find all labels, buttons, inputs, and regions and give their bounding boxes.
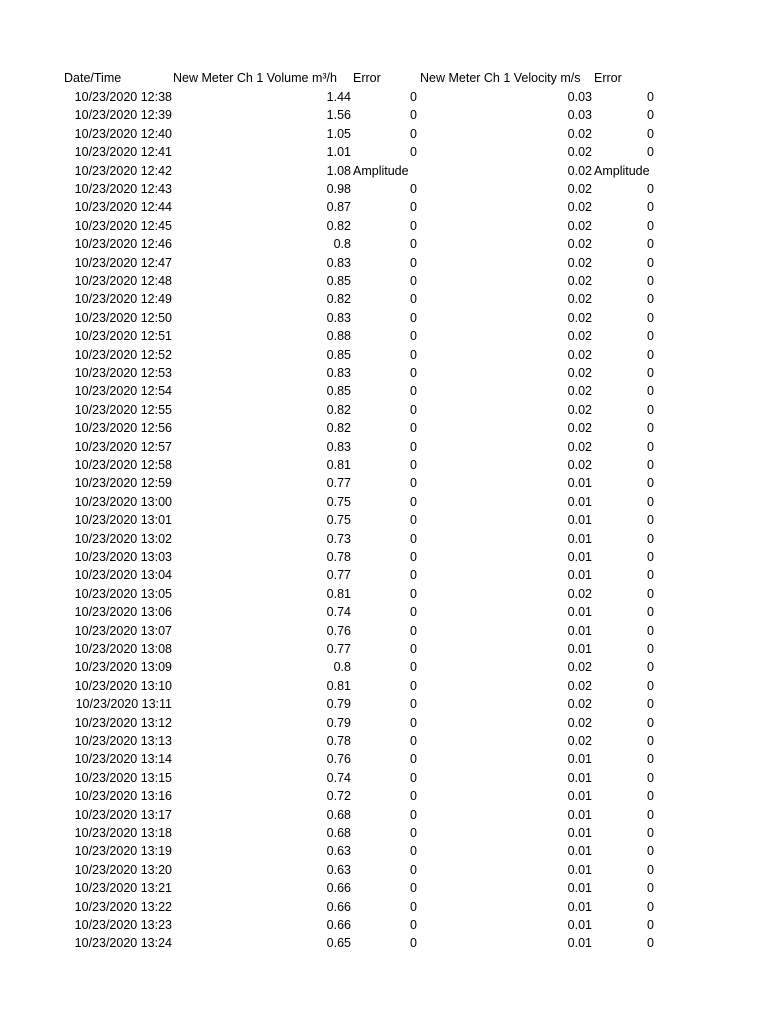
cell-datetime: 10/23/2020 13:24	[74, 936, 172, 951]
cell-error-volume: 0	[410, 274, 417, 288]
cell-error-volume: 0	[410, 310, 417, 325]
table-row	[0, 180, 768, 198]
table-row	[0, 622, 768, 640]
cell-datetime: 10/23/2020 13:07	[74, 623, 172, 638]
table-row	[0, 677, 768, 695]
cell-volume: 0.79	[326, 697, 351, 712]
cell-volume: 0.8	[333, 237, 351, 252]
cell-volume: 0.85	[326, 274, 351, 288]
cell-error-velocity: 0	[647, 458, 654, 472]
cell-error-volume: 0	[410, 752, 417, 767]
cell-volume: 0.76	[326, 623, 351, 638]
cell-velocity: 0.02	[567, 421, 592, 436]
table-row	[0, 603, 768, 621]
cell-velocity: 0.02	[567, 715, 592, 730]
cell-error-velocity: 0	[647, 531, 654, 546]
cell-datetime: 10/23/2020 12:58	[74, 458, 172, 472]
cell-datetime: 10/23/2020 12:51	[74, 329, 172, 344]
table-row	[0, 235, 768, 253]
cell-velocity: 0.01	[567, 789, 592, 804]
header-error-velocity: Error	[594, 71, 622, 85]
cell-error-velocity: 0	[647, 145, 654, 160]
cell-datetime: 10/23/2020 13:19	[74, 844, 172, 859]
cell-error-volume: 0	[410, 697, 417, 712]
table-row	[0, 125, 768, 143]
table-row	[0, 732, 768, 750]
cell-error-volume: 0	[410, 586, 417, 601]
cell-error-velocity: 0	[647, 807, 654, 822]
cell-datetime: 10/23/2020 13:05	[74, 586, 172, 601]
table-row	[0, 162, 768, 180]
cell-velocity: 0.01	[567, 568, 592, 583]
cell-velocity: 0.02	[567, 439, 592, 454]
cell-datetime: 10/23/2020 12:39	[74, 108, 172, 123]
cell-error-velocity: 0	[647, 936, 654, 951]
cell-velocity: 0.02	[567, 163, 592, 178]
cell-datetime: 10/23/2020 13:16	[74, 789, 172, 804]
cell-velocity: 0.02	[567, 200, 592, 215]
table-row	[0, 143, 768, 161]
table-row	[0, 493, 768, 511]
cell-datetime: 10/23/2020 12:43	[74, 182, 172, 196]
cell-datetime: 10/23/2020 12:55	[74, 402, 172, 417]
cell-error-velocity: 0	[647, 826, 654, 840]
cell-error-volume: 0	[410, 255, 417, 270]
cell-volume: 1.44	[326, 90, 351, 104]
cell-error-volume: 0	[410, 715, 417, 730]
table-row	[0, 658, 768, 676]
cell-volume: 0.85	[326, 347, 351, 362]
cell-datetime: 10/23/2020 12:54	[74, 384, 172, 399]
cell-error-volume: 0	[410, 513, 417, 528]
table-row	[0, 934, 768, 952]
cell-datetime: 10/23/2020 13:23	[74, 918, 172, 932]
cell-velocity: 0.02	[567, 310, 592, 325]
cell-error-velocity: 0	[647, 605, 654, 620]
cell-velocity: 0.01	[567, 844, 592, 859]
cell-volume: 0.81	[326, 458, 351, 472]
table-row	[0, 879, 768, 897]
cell-error-volume: Amplitude	[353, 163, 409, 178]
cell-error-volume: 0	[410, 881, 417, 896]
cell-velocity: 0.01	[567, 623, 592, 638]
cell-datetime: 10/23/2020 12:46	[74, 237, 172, 252]
cell-velocity: 0.01	[567, 494, 592, 509]
table-row	[0, 769, 768, 787]
table-row	[0, 382, 768, 400]
cell-velocity: 0.02	[567, 734, 592, 748]
table-row	[0, 327, 768, 345]
cell-error-velocity: 0	[647, 770, 654, 785]
cell-volume: 0.83	[326, 366, 351, 380]
cell-volume: 0.82	[326, 402, 351, 417]
cell-error-velocity: 0	[647, 347, 654, 362]
cell-error-velocity: 0	[647, 310, 654, 325]
cell-datetime: 10/23/2020 13:08	[74, 642, 172, 656]
cell-error-velocity: 0	[647, 421, 654, 436]
cell-volume: 0.68	[326, 807, 351, 822]
cell-error-velocity: 0	[647, 881, 654, 896]
cell-volume: 0.66	[326, 918, 351, 932]
cell-volume: 0.83	[326, 439, 351, 454]
cell-error-velocity: 0	[647, 844, 654, 859]
cell-error-velocity: 0	[647, 126, 654, 141]
cell-datetime: 10/23/2020 12:50	[74, 310, 172, 325]
cell-error-volume: 0	[410, 108, 417, 123]
header-velocity: New Meter Ch 1 Velocity m/s	[420, 71, 581, 85]
cell-error-velocity: 0	[647, 218, 654, 233]
cell-error-volume: 0	[410, 660, 417, 675]
cell-datetime: 10/23/2020 13:12	[74, 715, 172, 730]
cell-datetime: 10/23/2020 12:53	[74, 366, 172, 380]
cell-error-volume: 0	[410, 826, 417, 840]
cell-velocity: 0.02	[567, 660, 592, 675]
cell-velocity: 0.02	[567, 274, 592, 288]
cell-datetime: 10/23/2020 13:17	[74, 807, 172, 822]
cell-datetime: 10/23/2020 13:02	[74, 531, 172, 546]
cell-error-volume: 0	[410, 642, 417, 656]
cell-velocity: 0.01	[567, 531, 592, 546]
cell-error-velocity: 0	[647, 862, 654, 877]
cell-volume: 0.77	[326, 568, 351, 583]
cell-error-velocity: 0	[647, 899, 654, 914]
table-row	[0, 824, 768, 842]
cell-volume: 0.66	[326, 881, 351, 896]
cell-velocity: 0.01	[567, 642, 592, 656]
cell-velocity: 0.01	[567, 807, 592, 822]
cell-error-velocity: 0	[647, 513, 654, 528]
cell-volume: 0.77	[326, 642, 351, 656]
cell-datetime: 10/23/2020 13:22	[74, 899, 172, 914]
cell-datetime: 10/23/2020 12:38	[74, 90, 172, 104]
cell-volume: 0.83	[326, 255, 351, 270]
cell-volume: 1.05	[326, 126, 351, 141]
header-error-volume: Error	[353, 71, 381, 85]
cell-datetime: 10/23/2020 13:15	[74, 770, 172, 785]
cell-volume: 0.79	[326, 715, 351, 730]
cell-velocity: 0.01	[567, 881, 592, 896]
cell-datetime: 10/23/2020 13:14	[74, 752, 172, 767]
table-row	[0, 309, 768, 327]
cell-error-volume: 0	[410, 439, 417, 454]
cell-datetime: 10/23/2020 12:47	[74, 255, 172, 270]
cell-error-volume: 0	[410, 568, 417, 583]
cell-error-volume: 0	[410, 531, 417, 546]
cell-volume: 0.82	[326, 218, 351, 233]
cell-velocity: 0.03	[567, 108, 592, 123]
cell-error-volume: 0	[410, 200, 417, 215]
table-row	[0, 106, 768, 124]
cell-error-velocity: 0	[647, 697, 654, 712]
cell-velocity: 0.01	[567, 862, 592, 877]
cell-error-velocity: 0	[647, 366, 654, 380]
cell-datetime: 10/23/2020 12:41	[74, 145, 172, 160]
cell-datetime: 10/23/2020 13:09	[74, 660, 172, 675]
cell-volume: 0.63	[326, 862, 351, 877]
table-row	[0, 714, 768, 732]
cell-error-volume: 0	[410, 918, 417, 932]
cell-error-velocity: 0	[647, 108, 654, 123]
cell-error-velocity: 0	[647, 476, 654, 491]
table-row	[0, 566, 768, 584]
cell-velocity: 0.01	[567, 476, 592, 491]
table-row	[0, 511, 768, 529]
cell-error-velocity: 0	[647, 586, 654, 601]
cell-volume: 0.8	[333, 660, 351, 675]
cell-error-velocity: 0	[647, 200, 654, 215]
cell-error-volume: 0	[410, 329, 417, 344]
table-row	[0, 548, 768, 566]
cell-error-volume: 0	[410, 182, 417, 196]
cell-velocity: 0.02	[567, 678, 592, 693]
cell-velocity: 0.02	[567, 218, 592, 233]
cell-datetime: 10/23/2020 12:56	[74, 421, 172, 436]
cell-error-velocity: 0	[647, 494, 654, 509]
cell-datetime: 10/23/2020 13:21	[74, 881, 172, 896]
cell-datetime: 10/23/2020 12:48	[74, 274, 172, 288]
cell-error-volume: 0	[410, 218, 417, 233]
table-row	[0, 88, 768, 106]
table-row	[0, 916, 768, 934]
cell-velocity: 0.01	[567, 936, 592, 951]
cell-velocity: 0.03	[567, 90, 592, 104]
cell-datetime: 10/23/2020 13:20	[74, 862, 172, 877]
cell-velocity: 0.02	[567, 586, 592, 601]
table-row	[0, 842, 768, 860]
cell-error-velocity: 0	[647, 568, 654, 583]
cell-datetime: 10/23/2020 12:57	[74, 439, 172, 454]
cell-velocity: 0.02	[567, 366, 592, 380]
cell-datetime: 10/23/2020 13:13	[74, 734, 172, 748]
cell-velocity: 0.01	[567, 752, 592, 767]
cell-volume: 0.76	[326, 752, 351, 767]
table-row	[0, 750, 768, 768]
cell-error-velocity: 0	[647, 550, 654, 564]
cell-error-velocity: 0	[647, 715, 654, 730]
cell-volume: 1.08	[326, 163, 351, 178]
cell-volume: 0.78	[326, 550, 351, 564]
cell-error-volume: 0	[410, 807, 417, 822]
table-row	[0, 438, 768, 456]
cell-error-volume: 0	[410, 458, 417, 472]
cell-volume: 0.68	[326, 826, 351, 840]
cell-datetime: 10/23/2020 12:59	[74, 476, 172, 491]
cell-error-volume: 0	[410, 126, 417, 141]
cell-volume: 0.65	[326, 936, 351, 951]
cell-volume: 1.56	[326, 108, 351, 123]
cell-error-volume: 0	[410, 623, 417, 638]
cell-velocity: 0.02	[567, 126, 592, 141]
cell-datetime: 10/23/2020 12:40	[74, 126, 172, 141]
cell-datetime: 10/23/2020 13:03	[74, 550, 172, 564]
cell-error-velocity: 0	[647, 642, 654, 656]
table-row	[0, 364, 768, 382]
header-row	[0, 69, 768, 87]
table-row	[0, 787, 768, 805]
table-row	[0, 254, 768, 272]
cell-volume: 0.98	[326, 182, 351, 196]
cell-volume: 0.75	[326, 513, 351, 528]
cell-velocity: 0.02	[567, 329, 592, 344]
cell-error-volume: 0	[410, 494, 417, 509]
cell-velocity: 0.02	[567, 182, 592, 196]
cell-error-velocity: 0	[647, 237, 654, 252]
cell-error-velocity: 0	[647, 90, 654, 104]
cell-error-volume: 0	[410, 789, 417, 804]
cell-error-volume: 0	[410, 402, 417, 417]
cell-volume: 0.77	[326, 476, 351, 491]
cell-volume: 0.83	[326, 310, 351, 325]
cell-error-volume: 0	[410, 145, 417, 160]
table-row	[0, 198, 768, 216]
cell-volume: 0.78	[326, 734, 351, 748]
header-volume: New Meter Ch 1 Volume m³/h	[173, 71, 337, 85]
cell-datetime: 10/23/2020 13:01	[74, 513, 172, 528]
cell-velocity: 0.01	[567, 550, 592, 564]
cell-error-volume: 0	[410, 366, 417, 380]
cell-volume: 0.63	[326, 844, 351, 859]
cell-error-velocity: 0	[647, 439, 654, 454]
table-row	[0, 456, 768, 474]
cell-datetime: 10/23/2020 13:04	[74, 568, 172, 583]
table-row	[0, 530, 768, 548]
cell-error-volume: 0	[410, 899, 417, 914]
cell-volume: 0.85	[326, 384, 351, 399]
cell-volume: 0.74	[326, 605, 351, 620]
cell-datetime: 10/23/2020 13:06	[74, 605, 172, 620]
cell-error-velocity: 0	[647, 182, 654, 196]
cell-volume: 0.88	[326, 329, 351, 344]
cell-error-velocity: 0	[647, 274, 654, 288]
cell-error-volume: 0	[410, 844, 417, 859]
cell-error-volume: 0	[410, 678, 417, 693]
table-row	[0, 346, 768, 364]
cell-error-volume: 0	[410, 770, 417, 785]
table-row	[0, 290, 768, 308]
cell-volume: 0.82	[326, 421, 351, 436]
cell-volume: 0.72	[326, 789, 351, 804]
cell-velocity: 0.02	[567, 458, 592, 472]
table-row	[0, 419, 768, 437]
cell-error-velocity: 0	[647, 660, 654, 675]
cell-velocity: 0.02	[567, 255, 592, 270]
table-row	[0, 640, 768, 658]
cell-velocity: 0.01	[567, 605, 592, 620]
table-row	[0, 861, 768, 879]
cell-error-velocity: 0	[647, 918, 654, 932]
cell-velocity: 0.01	[567, 513, 592, 528]
cell-velocity: 0.02	[567, 292, 592, 307]
cell-volume: 0.73	[326, 531, 351, 546]
cell-error-volume: 0	[410, 347, 417, 362]
cell-error-volume: 0	[410, 550, 417, 564]
cell-error-velocity: 0	[647, 623, 654, 638]
cell-error-velocity: 0	[647, 678, 654, 693]
table-row	[0, 401, 768, 419]
cell-error-velocity: 0	[647, 255, 654, 270]
table-row	[0, 217, 768, 235]
cell-datetime: 10/23/2020 13:00	[74, 494, 172, 509]
cell-error-velocity: 0	[647, 384, 654, 399]
cell-datetime: 10/23/2020 12:45	[74, 218, 172, 233]
cell-error-velocity: 0	[647, 734, 654, 748]
cell-error-volume: 0	[410, 292, 417, 307]
cell-error-velocity: 0	[647, 329, 654, 344]
cell-datetime: 10/23/2020 12:44	[74, 200, 172, 215]
cell-velocity: 0.02	[567, 697, 592, 712]
table-row	[0, 474, 768, 492]
cell-velocity: 0.01	[567, 918, 592, 932]
cell-velocity: 0.02	[567, 384, 592, 399]
cell-velocity: 0.02	[567, 347, 592, 362]
cell-volume: 0.82	[326, 292, 351, 307]
table-row	[0, 695, 768, 713]
header-datetime: Date/Time	[64, 71, 122, 85]
cell-error-volume: 0	[410, 862, 417, 877]
cell-error-volume: 0	[410, 384, 417, 399]
cell-volume: 0.74	[326, 770, 351, 785]
cell-error-volume: 0	[410, 605, 417, 620]
table-row	[0, 585, 768, 603]
cell-datetime: 10/23/2020 13:11	[75, 697, 172, 712]
cell-volume: 0.81	[326, 586, 351, 601]
cell-error-velocity: 0	[647, 752, 654, 767]
cell-datetime: 10/23/2020 13:10	[74, 678, 172, 693]
cell-velocity: 0.02	[567, 402, 592, 417]
cell-volume: 0.87	[326, 200, 351, 215]
cell-velocity: 0.01	[567, 770, 592, 785]
table-row	[0, 272, 768, 290]
cell-datetime: 10/23/2020 13:18	[74, 826, 172, 840]
cell-error-velocity: 0	[647, 789, 654, 804]
cell-error-volume: 0	[410, 90, 417, 104]
table-row	[0, 806, 768, 824]
cell-error-volume: 0	[410, 936, 417, 951]
cell-volume: 0.81	[326, 678, 351, 693]
cell-error-volume: 0	[410, 734, 417, 748]
cell-error-volume: 0	[410, 421, 417, 436]
table-row	[0, 898, 768, 916]
cell-datetime: 10/23/2020 12:42	[74, 163, 172, 178]
cell-velocity: 0.02	[567, 237, 592, 252]
cell-error-velocity: Amplitude	[594, 163, 650, 178]
cell-velocity: 0.01	[567, 826, 592, 840]
cell-datetime: 10/23/2020 12:49	[74, 292, 172, 307]
cell-datetime: 10/23/2020 12:52	[74, 347, 172, 362]
cell-volume: 0.75	[326, 494, 351, 509]
cell-velocity: 0.02	[567, 145, 592, 160]
cell-volume: 1.01	[326, 145, 351, 160]
cell-volume: 0.66	[326, 899, 351, 914]
cell-velocity: 0.01	[567, 899, 592, 914]
cell-error-velocity: 0	[647, 402, 654, 417]
cell-error-velocity: 0	[647, 292, 654, 307]
cell-error-volume: 0	[410, 476, 417, 491]
cell-error-volume: 0	[410, 237, 417, 252]
